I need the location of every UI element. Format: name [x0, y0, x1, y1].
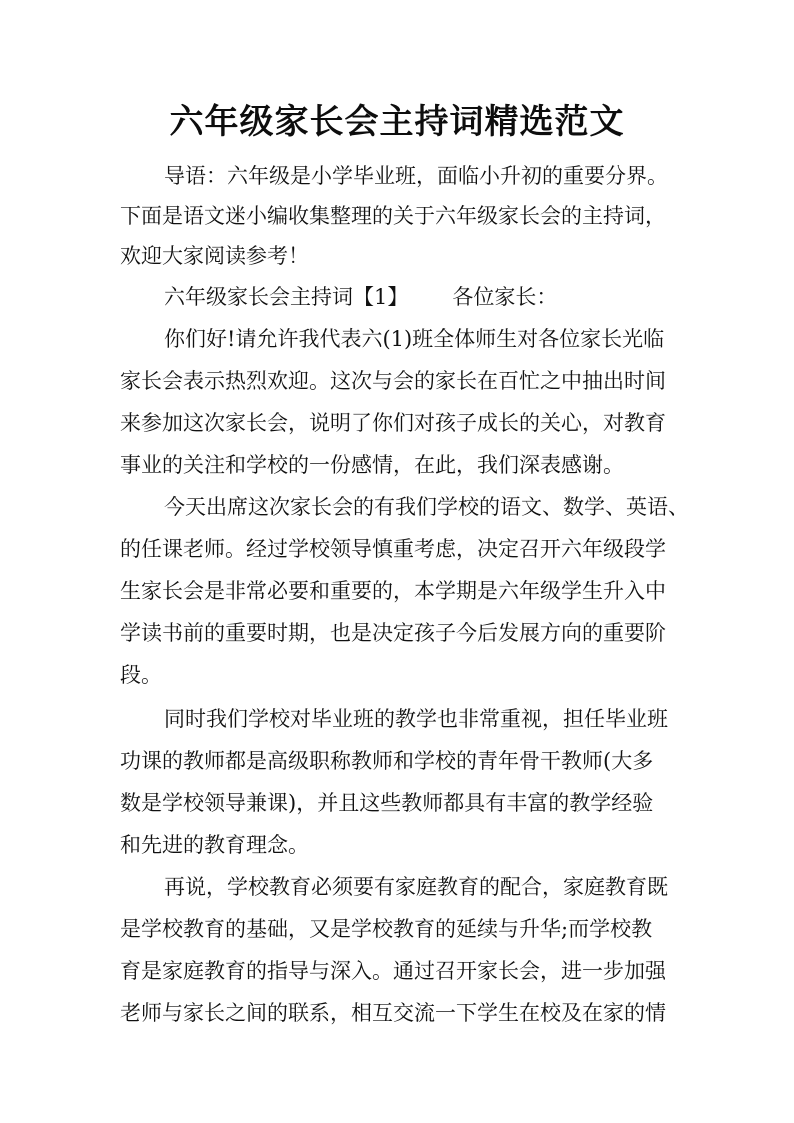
paragraph1-line-1: 你们好!请允许我代表六(1)班全体师生对各位家长光临 — [164, 327, 665, 351]
paragraph4-line-1: 再说，学校教育必须要有家庭教育的配合，家庭教育既 — [164, 875, 668, 899]
greeting: 各位家长： — [452, 285, 558, 309]
paragraph4-line-2: 是学校教育的基础，又是学校教育的延续与升华;而学校教 — [120, 917, 653, 941]
paragraph3-line-2: 功课的教师都是高级职称教师和学校的青年骨干教师(大多 — [120, 749, 654, 773]
paragraph4-line-3: 育是家庭教育的指导与深入。通过召开家长会，进一步加强 — [120, 959, 666, 983]
intro-line-1: 导语：六年级是小学毕业班，面临小升初的重要分界。 — [164, 164, 668, 188]
paragraph1-line-2: 家长会表示热烈欢迎。这次与会的家长在百忙之中抽出时间 — [120, 369, 666, 393]
section-heading: 六年级家长会主持词【1】 — [164, 285, 409, 309]
paragraph2-line-1: 今天出席这次家长会的有我们学校的语文、数学、英语、 — [164, 495, 689, 519]
paragraph3-line-4: 和先进的教育理念。 — [120, 833, 309, 857]
paragraph1-line-3: 来参加这次家长会，说明了你们对孩子成长的关心，对教育 — [120, 411, 666, 435]
paragraph2-line-4: 学读书前的重要时期，也是决定孩子今后发展方向的重要阶 — [120, 621, 666, 645]
paragraph4-line-4: 老师与家长之间的联系，相互交流一下学生在校及在家的情 — [120, 1001, 666, 1025]
intro-line-3: 欢迎大家阅读参考！ — [120, 244, 309, 268]
intro-line-2: 下面是语文迷小编收集整理的关于六年级家长会的主持词， — [120, 204, 666, 228]
paragraph2-line-3: 生家长会是非常必要和重要的，本学期是六年级学生升入中 — [120, 579, 666, 603]
section-heading-row — [164, 287, 557, 308]
document-title: 六年级家长会主持词精选范文 — [169, 102, 625, 142]
paragraph2-line-5: 段。 — [120, 663, 162, 687]
paragraph3-line-1: 同时我们学校对毕业班的教学也非常重视，担任毕业班 — [164, 707, 668, 731]
paragraph1-line-4: 事业的关注和学校的一份感情，在此，我们深表感谢。 — [120, 453, 624, 477]
paragraph2-line-2: 的任课老师。经过学校领导慎重考虑，决定召开六年级段学 — [120, 537, 666, 561]
paragraph3-line-3: 数是学校领导兼课)，并且这些教师都具有丰富的教学经验 — [120, 791, 654, 815]
